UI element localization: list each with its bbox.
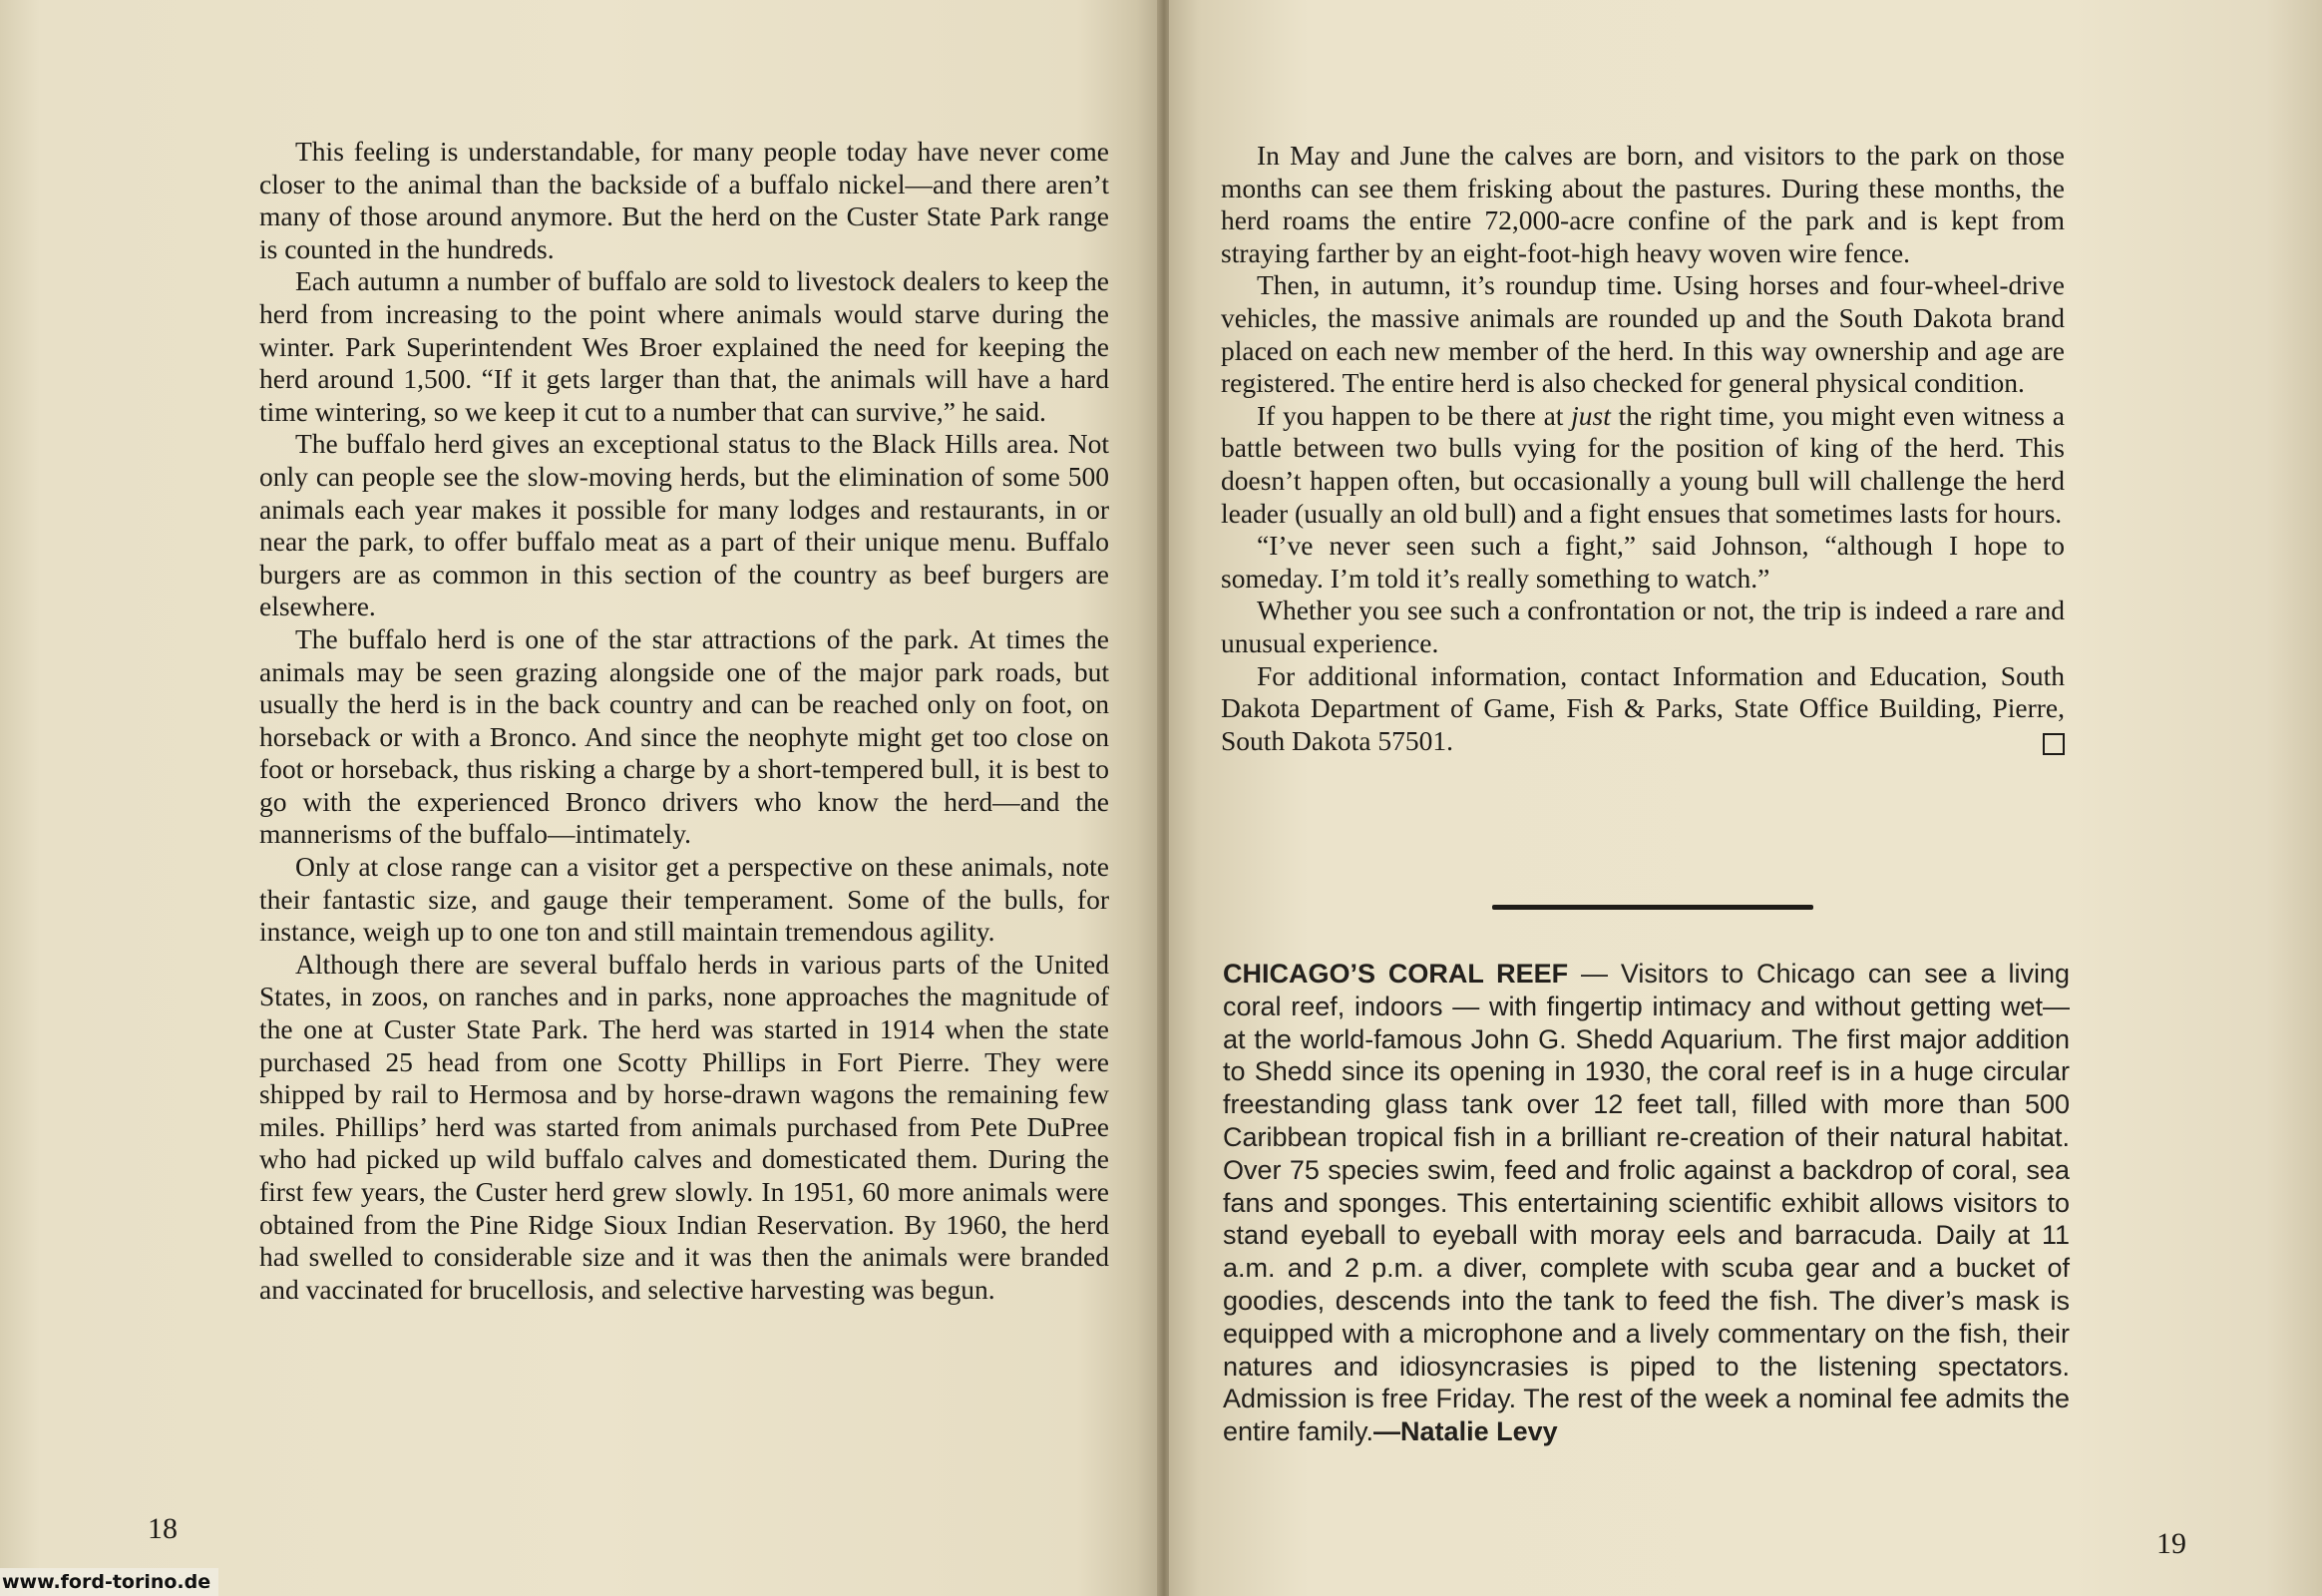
text-run: If you happen to be there at bbox=[1257, 399, 1572, 431]
coral-reef-sidebar bbox=[1223, 958, 2070, 1448]
paragraph bbox=[1221, 660, 2065, 758]
page-number-right: 19 bbox=[2156, 1527, 2186, 1560]
sidebar-body: — Visitors to Chicago can see a living coral reef, indoors — with fingertip intimacy and without getting wet—at the world-famous John G. Shedd Aquarium. The first major addition to Shedd since its opening in 1930, the coral reef is in a huge circular freestanding glass tank over 12 feet tall, filled with more than 500 Caribbean tropical fish in a brilliant re-creation of their natural habitat. Over 75 species swim, feed and frolic against a backdrop of coral, sea fans and sponges. This entertaining scientific exhibit allows visitors to stand eyeball to eyeball with moray eels and barracuda. Daily at 11 a.m. and 2 p.m. a diver, complete with scuba gear and a bucket of goodies, descends into the tank to feed the fish. The diver’s mask is equipped with a microphone and a lively commentary on the fish, their natures and idiosyncrasies is piped to the listening spectators. Admission is free Friday. The rest of the week a nominal fee admits the entire family. bbox=[1223, 959, 2070, 1447]
sidebar-text bbox=[1223, 958, 2070, 1448]
paragraph: The buffalo herd gives an exceptional status to the Black Hills area. Not only can people see the slow-moving herds, but the elimination of some 500 animals each year makes it possible for many lodges and restaurants, in or near the park, to offer buffalo meat as a part of their unique menu. Buffalo burgers are as common in this section of the country as beef burgers are elsewhere. bbox=[259, 428, 1109, 622]
paragraph: Then, in autumn, it’s roundup time. Using horses and four-wheel-drive vehicles, the massive animals are rounded up and the South Dakota brand placed on each new member of the herd. In this way ownership and age are registered. The entire herd is also checked for general physical condition. bbox=[1221, 269, 2065, 399]
paragraph: Although there are several buffalo herds in various parts of the United States, in zoos, on ranches and in parks, none approaches the magnitude of the one at Custer State Park. The herd was started in 1914 when the state purchased 25 head from one Scotty Phillips in Fort Pierre. They were shipped by rail to Hermosa and by horse-drawn wagons the remaining few miles. Phillips’ herd was started from animals purchased from Pete DuPree who had picked up wild buffalo calves and domesticated them. During the first few years, the Custer herd grew slowly. In 1951, 60 more animals were obtained from the Pine Ridge Sioux Indian Reservation. By 1960, the herd had swelled to considerable size and it was then the animals were branded and vaccinated for brucellosis, and selective harvesting was begun. bbox=[259, 948, 1109, 1305]
paragraph: Each autumn a number of buffalo are sold to livestock dealers to keep the herd from increasing to the point where animals would starve during the winter. Park Superintendent Wes Broer explained the need for keeping the herd around 1,500. “If it gets larger than that, the animals will have a hard time wintering, so we keep it cut to a number that can survive,” he said. bbox=[259, 265, 1109, 427]
contact-text: For additional information, contact Information and Education, South Dakota Department of Game, Fish & Parks, State Office Building, Pierre, South Dakota 57501. bbox=[1221, 659, 2065, 756]
paragraph: Whether you see such a confrontation or not, the trip is indeed a rare and unusual experience. bbox=[1221, 595, 2065, 658]
paragraph: “I’ve never seen such a fight,” said Johnson, “although I hope to someday. I’m told it’s really something to watch.” bbox=[1221, 530, 2065, 594]
left-page bbox=[0, 0, 1159, 1596]
sidebar-author: —Natalie Levy bbox=[1373, 1416, 1558, 1447]
paragraph bbox=[1221, 400, 2065, 530]
paragraph: In May and June the calves are born, and visitors to the park on those months can see them frisking about the pastures. During these months, the herd roams the entire 72,000-acre confine of the park and is kept from straying farther by an eight-foot-high heavy woven wire fence. bbox=[1221, 140, 2065, 268]
left-article-column bbox=[259, 136, 1109, 1306]
page-number-left: 18 bbox=[148, 1512, 178, 1545]
paragraph: Only at close range can a visitor get a perspective on these animals, note their fantastic size, and gauge their temperament. Some of the bulls, for instance, weigh up to one ton and still maintain tremendous agility. bbox=[259, 851, 1109, 948]
text-run: the right time, you might even witness a battle between two bulls vying for the position of king of the herd. This doesn’t happen often, but occasionally a young bull will challenge the herd leader (usually an old bull) and a fight ensues that sometimes lasts for hours. bbox=[1221, 399, 2065, 529]
right-article-column bbox=[1221, 140, 2065, 757]
end-mark-icon bbox=[2043, 733, 2065, 755]
paragraph: This feeling is understandable, for many people today have never come closer to the animal than the backside of a buffalo nickel—and there aren’t many of those around anymore. But the herd on the Custer State Park range is counted in the hundreds. bbox=[259, 136, 1109, 264]
section-divider bbox=[1492, 905, 1813, 910]
sidebar-heading: CHICAGO’S CORAL REEF bbox=[1223, 959, 1569, 989]
italic-word: just bbox=[1571, 399, 1611, 431]
right-page bbox=[1169, 0, 2322, 1596]
paragraph: The buffalo herd is one of the star attractions of the park. At times the animals may be seen grazing alongside one of the major park roads, but usually the herd is in the back country and can be reached only on foot, on horseback or with a Bronco. And since the neophyte might get too close on foot or horseback, thus risking a charge by a short-tempered bull, it is best to go with the experienced Bronco drivers who know the herd—and the mannerisms of the buffalo—intimately. bbox=[259, 622, 1109, 850]
watermark: www.ford-torino.de bbox=[0, 1568, 218, 1596]
